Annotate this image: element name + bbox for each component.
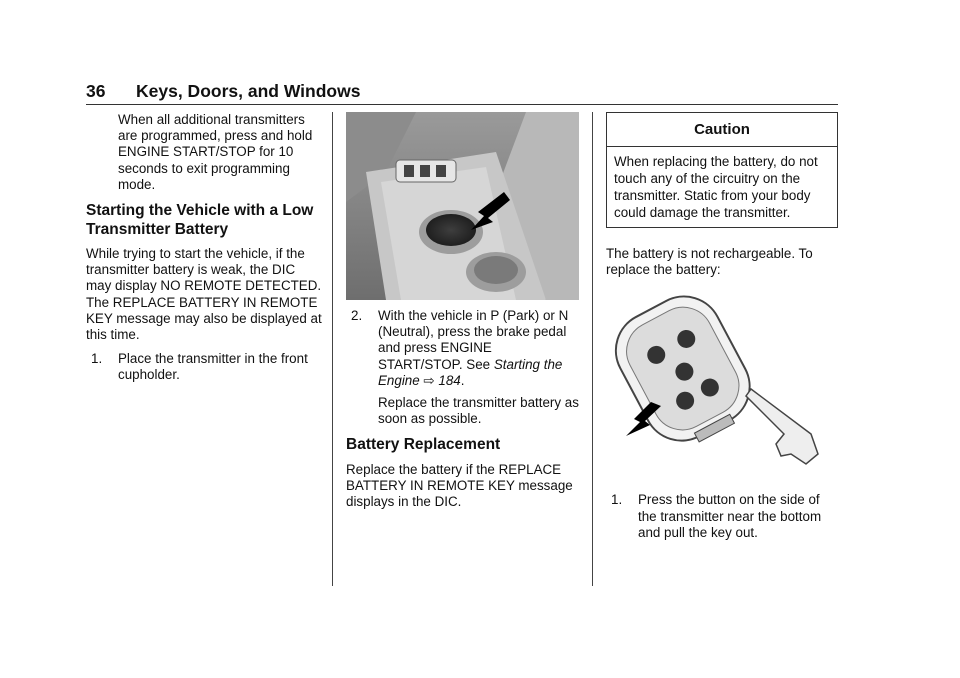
column-2 bbox=[346, 112, 580, 511]
caution-body: When replacing the battery, do not touch any of the circuitry on the transmitter. Static from your body could damage the transmitter. bbox=[614, 154, 818, 220]
column-divider-1 bbox=[332, 112, 333, 586]
step-1-remove-key bbox=[606, 492, 838, 541]
step-1-cupholder bbox=[86, 351, 322, 383]
page-number: 36 bbox=[86, 81, 106, 101]
low-battery-heading: Starting the Vehicle with a Low Transmitter Battery bbox=[86, 202, 314, 238]
column-divider-2 bbox=[592, 112, 593, 586]
step-number: 1. bbox=[91, 351, 103, 367]
page-ref-number[interactable]: 184 bbox=[438, 372, 461, 388]
starting-engine-link[interactable]: Starting the Engine bbox=[378, 356, 563, 388]
step-text: With the vehicle in P (Park) or N (Neutral), press the brake pedal and press ENGINE START/STOP. See bbox=[378, 308, 569, 372]
battery-replacement-paragraph: Replace the battery if the REPLACE BATTERY IN REMOTE KEY message displays in the DIC. bbox=[346, 461, 573, 510]
battery-replacement-heading: Battery Replacement bbox=[346, 436, 501, 454]
step-number: 1. bbox=[611, 492, 623, 508]
caution-title: Caution bbox=[607, 113, 837, 147]
page-header bbox=[86, 80, 838, 105]
step-2-start: 2. With the vehicle in P (Park) or N (Neutral), press the brake pedal and press ENGINE START/STOP. See Starting the Engine ⇨ 184. Replace the transmitter battery as soon as possible. bbox=[351, 308, 579, 427]
key-fob-illustration bbox=[606, 284, 838, 484]
column-3 bbox=[606, 112, 838, 541]
step-text: Press the button on the side of the transmitter near the bottom and pull the key out. bbox=[638, 492, 822, 540]
step-2-note: Replace the transmitter battery as soon as possible. bbox=[378, 395, 579, 427]
caution-box bbox=[606, 112, 838, 228]
page-ref-icon: ⇨ bbox=[419, 372, 439, 388]
battery-not-rechargeable-paragraph: The battery is not rechargeable. To replace the battery: bbox=[606, 246, 813, 278]
cupholder-illustration bbox=[346, 112, 579, 300]
intro-paragraph: When all additional transmitters are programmed, press and hold ENGINE START/STOP for 10 seconds to exit programming mode. bbox=[118, 112, 313, 192]
section-title: Keys, Doors, and Windows bbox=[136, 81, 361, 101]
column-1 bbox=[86, 112, 322, 384]
step-number: 2. bbox=[351, 308, 363, 323]
step-text: Place the transmitter in the front cupholder. bbox=[118, 351, 308, 383]
low-battery-paragraph: While trying to start the vehicle, if the transmitter battery is weak, the DIC may display NO REMOTE DETECTED. The REPLACE BATTERY IN REMOTE KEY message may also be displayed at this time. bbox=[86, 246, 322, 343]
